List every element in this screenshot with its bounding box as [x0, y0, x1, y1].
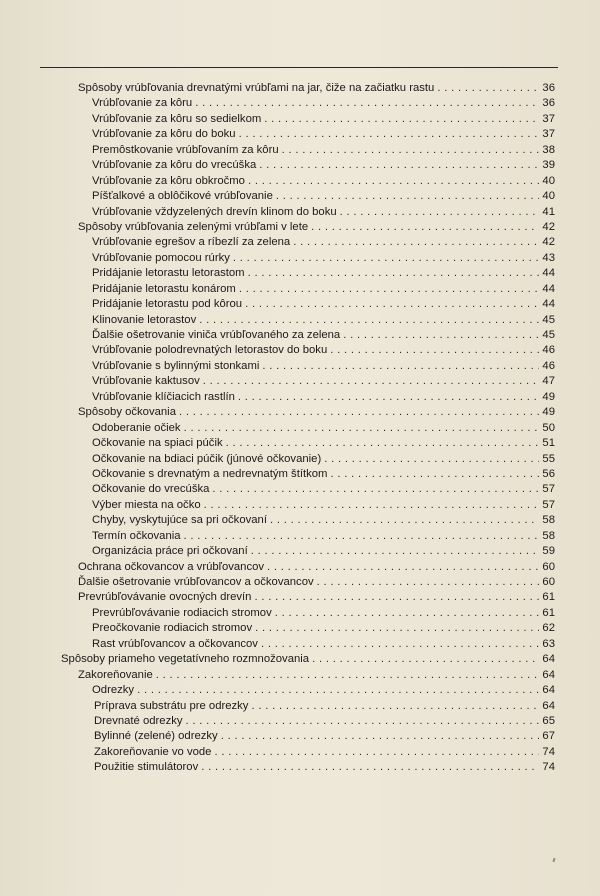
toc-leader-dots [199, 313, 539, 328]
toc-page-number: 63 [542, 637, 555, 650]
toc-page-number: 51 [542, 437, 555, 450]
toc-leader-dots [275, 606, 539, 621]
toc-row [0, 575, 600, 590]
toc-page-number: 42 [542, 236, 555, 249]
toc-entry-title: Prevrúbľovávanie rodiacich stromov [92, 606, 272, 619]
toc-leader-dots [276, 189, 539, 204]
toc-row [0, 699, 600, 714]
toc-page-number: 36 [542, 97, 555, 110]
toc-entry-title: Pridájanie letorastu konárom [92, 282, 236, 295]
toc-entry-title: Zakoreňovanie vo vode [94, 745, 212, 758]
toc-entry [94, 745, 539, 760]
toc-leader-dots [437, 81, 539, 96]
toc-entry-title: Premôstkovanie vrúbľovaním za kôru [92, 143, 279, 156]
toc-entry [92, 421, 539, 436]
toc-entry-title: Termín očkovania [92, 529, 181, 542]
toc-entry [78, 590, 539, 605]
toc-page-number: 60 [542, 560, 555, 573]
toc-entry [92, 158, 539, 173]
toc-entry [92, 112, 539, 127]
toc-leader-dots [330, 467, 539, 482]
toc-leader-dots [239, 127, 539, 142]
toc-row [0, 205, 600, 220]
toc-page-number: 45 [542, 313, 555, 326]
toc-row [0, 297, 600, 312]
toc-leader-dots [261, 637, 539, 652]
toc-entry [92, 96, 539, 111]
toc-page-number: 55 [542, 452, 555, 465]
toc-entry [92, 452, 539, 467]
toc-entry-title: Ochrana očkovancov a vrúbľovancov [78, 560, 265, 573]
toc-leader-dots [317, 575, 539, 590]
toc-entry-title: Spôsoby vrúbľovania drevnatými vrúbľami na jar, čiže na začiatku rastu [78, 82, 435, 94]
toc-row [0, 745, 600, 760]
toc-page-number: 40 [542, 190, 555, 203]
toc-entry [92, 297, 539, 312]
toc-page-number: 64 [542, 668, 555, 681]
toc-row [0, 529, 600, 544]
toc-page-number: 64 [542, 699, 555, 712]
toc-entry [92, 390, 539, 405]
toc-entry-title: Bylinné (zelené) odrezky [94, 730, 218, 743]
toc-page-number: 42 [542, 220, 555, 233]
toc-leader-dots [137, 683, 539, 698]
toc-page-number: 41 [542, 205, 555, 218]
toc-leader-dots [204, 498, 539, 513]
toc-entry-title: Vrúbľovanie za kôru do boku [92, 128, 236, 141]
toc-leader-dots [264, 112, 539, 127]
toc-row [0, 96, 600, 111]
toc-entry [78, 560, 539, 575]
toc-row [0, 652, 600, 667]
toc-leader-dots [254, 590, 539, 605]
toc-row [0, 683, 600, 698]
toc-page-number: 37 [542, 112, 555, 125]
toc-entry [92, 343, 539, 358]
toc-page-number: 58 [542, 529, 555, 542]
toc-row [0, 189, 600, 204]
toc-entry-title: Odoberanie očiek [92, 421, 181, 434]
toc-leader-dots [184, 421, 539, 436]
toc-entry-title: Vrúbľovanie polodrevnatých letorastov do boku [92, 344, 328, 357]
toc-row [0, 498, 600, 513]
toc-entry [92, 621, 539, 636]
toc-page-number: 62 [542, 622, 555, 635]
toc-entry [92, 498, 539, 513]
toc-entry [94, 714, 539, 729]
toc-entry-title: Rast vrúbľovancov a očkovancov [92, 637, 258, 650]
toc-row [0, 143, 600, 158]
toc-row [0, 452, 600, 467]
toc-entry [92, 359, 539, 374]
toc-entry [78, 405, 539, 420]
toc-page-number: 37 [542, 128, 555, 141]
toc-row [0, 81, 600, 96]
toc-page-number: 57 [542, 483, 555, 496]
toc-row [0, 158, 600, 173]
toc-entry-title: Vrúbľovanie vždyzelených drevín klinom do boku [92, 205, 337, 218]
toc-page-number: 47 [542, 375, 555, 388]
toc-entry-title: Zakoreňovanie [78, 668, 153, 681]
toc-entry-title: Vrúbľovanie za kôru [92, 97, 193, 110]
toc-row [0, 343, 600, 358]
toc-row [0, 266, 600, 281]
toc-leader-dots [262, 359, 539, 374]
toc-entry-title: Vrúbľovanie s bylinnými stonkami [92, 359, 260, 372]
toc-page-number: 40 [542, 174, 555, 187]
table-of-contents [0, 81, 600, 776]
toc-entry-title: Príprava substrátu pre odrezky [94, 699, 249, 712]
toc-entry-title: Klinovanie letorastov [92, 313, 197, 326]
toc-row [0, 436, 600, 451]
toc-page-number: 58 [542, 514, 555, 527]
toc-entry [92, 606, 539, 621]
toc-entry [92, 205, 539, 220]
toc-leader-dots [221, 729, 539, 744]
toc-entry-title: Ďalšie ošetrovanie viniča vrúbľovaného za zelena [92, 329, 341, 341]
toc-entry [92, 683, 539, 698]
toc-entry-title: Očkovanie na spiaci púčik [92, 437, 223, 450]
toc-entry [92, 189, 539, 204]
toc-entry [78, 668, 539, 683]
toc-entry-title: Očkovanie na bdiaci púčik (júnové očkovanie) [92, 452, 322, 465]
toc-page-number: 60 [542, 576, 555, 588]
toc-leader-dots [267, 560, 539, 575]
toc-entry-title: Ďalšie ošetrovanie vrúbľovancov a očkovancov [78, 576, 314, 588]
toc-row [0, 467, 600, 482]
toc-page-number: 36 [542, 82, 555, 94]
toc-entry-title: Pridájanie letorastu letorastom [92, 267, 245, 280]
toc-page-number: 64 [542, 684, 555, 697]
toc-entry [61, 652, 539, 667]
toc-entry [92, 482, 539, 497]
toc-leader-dots [255, 621, 539, 636]
toc-entry-title: Vrúbľovanie kaktusov [92, 375, 200, 388]
toc-leader-dots [311, 220, 539, 235]
toc-leader-dots [201, 760, 539, 775]
toc-leader-dots [293, 235, 539, 250]
toc-leader-dots [186, 714, 539, 729]
toc-row [0, 637, 600, 652]
toc-leader-dots [233, 251, 539, 266]
toc-entry [78, 575, 539, 590]
toc-row [0, 560, 600, 575]
toc-leader-dots [282, 143, 539, 158]
toc-page-number: 56 [542, 467, 555, 480]
toc-page-number: 44 [542, 282, 555, 295]
toc-entry [92, 637, 539, 652]
toc-row [0, 621, 600, 636]
toc-row [0, 174, 600, 189]
toc-page-number: 43 [542, 251, 555, 264]
toc-entry-title: Výber miesta na očko [92, 498, 201, 511]
toc-row [0, 282, 600, 297]
toc-entry-title: Použitie stimulátorov [94, 761, 199, 774]
toc-row [0, 112, 600, 127]
toc-entry-title: Organizácia práce pri očkovaní [92, 545, 248, 558]
toc-leader-dots [270, 513, 539, 528]
toc-page-number: 67 [542, 730, 555, 743]
toc-row [0, 374, 600, 389]
toc-leader-dots [239, 282, 539, 297]
toc-entry [92, 313, 539, 328]
toc-page-number: 59 [542, 545, 555, 558]
toc-row [0, 606, 600, 621]
toc-entry [92, 529, 539, 544]
toc-row [0, 235, 600, 250]
toc-leader-dots [248, 266, 539, 281]
toc-entry [92, 143, 539, 158]
toc-row [0, 405, 600, 420]
toc-entry [92, 544, 539, 559]
toc-row [0, 482, 600, 497]
toc-leader-dots [214, 745, 539, 760]
toc-entry-title: Očkovanie s drevnatým a nedrevnatým štítkom [92, 467, 328, 480]
toc-entry [94, 699, 539, 714]
top-rule [40, 67, 558, 68]
toc-page-number: 65 [542, 714, 555, 727]
toc-page-number: 39 [542, 159, 555, 172]
toc-page-number: 74 [542, 745, 555, 758]
toc-entry [92, 266, 539, 281]
toc-row [0, 590, 600, 605]
toc-entry [94, 729, 539, 744]
toc-leader-dots [226, 436, 539, 451]
toc-entry [92, 436, 539, 451]
toc-entry-title: Očkovanie do vrecúška [92, 483, 210, 496]
toc-entry-title: Píšťalkové a oblôčikové vrúbľovanie [92, 190, 273, 203]
toc-entry-title: Vrúbľovanie za kôru do vrecúška [92, 159, 257, 172]
toc-entry-title: Vrúbľovanie za kôru obkročmo [92, 174, 245, 187]
toc-leader-dots [259, 158, 539, 173]
toc-page-number: 61 [542, 591, 555, 604]
toc-leader-dots [184, 529, 539, 544]
toc-page-number: 49 [542, 406, 555, 419]
toc-row [0, 127, 600, 142]
toc-row [0, 359, 600, 374]
toc-leader-dots [238, 390, 539, 405]
toc-row [0, 729, 600, 744]
toc-row [0, 328, 600, 343]
toc-entry [92, 235, 539, 250]
toc-leader-dots [330, 343, 539, 358]
toc-entry [92, 127, 539, 142]
toc-row [0, 220, 600, 235]
toc-entry-title: Prevrúbľovávanie ovocných drevín [78, 591, 252, 604]
toc-leader-dots [251, 544, 539, 559]
toc-leader-dots [312, 652, 539, 667]
toc-leader-dots [245, 297, 539, 312]
toc-leader-dots [203, 374, 539, 389]
toc-entry-title: Drevnaté odrezky [94, 714, 183, 727]
toc-page-number: 44 [542, 298, 555, 311]
toc-row [0, 513, 600, 528]
toc-entry-title: Chyby, vyskytujúce sa pri očkovaní [92, 514, 267, 527]
toc-leader-dots [251, 699, 539, 714]
toc-row [0, 760, 600, 775]
toc-row [0, 313, 600, 328]
paper-speck [552, 858, 555, 862]
toc-entry [92, 374, 539, 389]
toc-row [0, 714, 600, 729]
toc-row [0, 668, 600, 683]
toc-entry-title: Vrúbľovanie klíčiacich rastlín [92, 390, 235, 403]
toc-entry-title: Vrúbľovanie pomocou rúrky [92, 251, 230, 264]
toc-entry-title: Preočkovanie rodiacich stromov [92, 622, 253, 635]
toc-page-number: 38 [542, 143, 555, 156]
toc-leader-dots [179, 405, 539, 420]
toc-page-number: 46 [542, 359, 555, 372]
toc-entry [92, 251, 539, 266]
toc-page-number: 45 [542, 329, 555, 341]
toc-leader-dots [343, 328, 539, 343]
toc-entry [92, 513, 539, 528]
toc-entry-title: Spôsoby očkovania [78, 406, 176, 419]
toc-entry-title: Odrezky [92, 684, 135, 697]
toc-entry [92, 328, 539, 343]
toc-leader-dots [248, 174, 539, 189]
toc-entry [92, 282, 539, 297]
toc-leader-dots [324, 452, 539, 467]
toc-row [0, 421, 600, 436]
toc-leader-dots [195, 96, 539, 111]
toc-page-number: 74 [542, 761, 555, 774]
toc-row [0, 251, 600, 266]
toc-entry-title: Pridájanie letorastu pod kôrou [92, 298, 243, 311]
toc-page-number: 44 [542, 267, 555, 280]
toc-entry-title: Vrúbľovanie za kôru so sedielkom [92, 112, 262, 125]
toc-page-number: 64 [542, 653, 555, 666]
toc-page-number: 61 [542, 606, 555, 619]
toc-leader-dots [212, 482, 539, 497]
toc-entry [92, 174, 539, 189]
toc-entry-title: Vrúbľovanie egrešov a ríbezlí za zelena [92, 236, 291, 249]
toc-leader-dots [340, 205, 539, 220]
toc-page-number: 57 [542, 498, 555, 511]
toc-entry [78, 81, 539, 96]
toc-entry [94, 760, 539, 775]
toc-row [0, 390, 600, 405]
toc-page-number: 50 [542, 421, 555, 434]
toc-leader-dots [156, 668, 539, 683]
toc-entry-title: Spôsoby priameho vegetatívneho rozmnožovania [61, 653, 310, 666]
toc-entry [92, 467, 539, 482]
toc-entry [78, 220, 539, 235]
toc-entry-title: Spôsoby vrúbľovania zelenými vrúbľami v lete [78, 220, 309, 233]
toc-page-number: 49 [542, 390, 555, 403]
toc-page-number: 46 [542, 344, 555, 357]
toc-row [0, 544, 600, 559]
